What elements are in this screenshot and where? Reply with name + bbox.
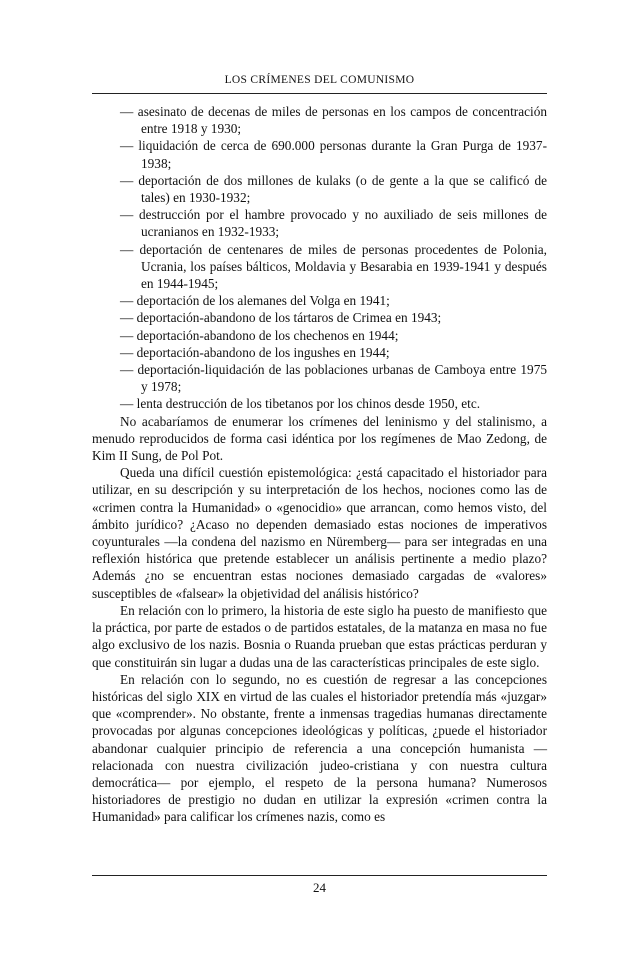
header-rule (92, 93, 547, 94)
list-item: — lenta destrucción de los tibetanos por los chinos desde 1950, etc. (120, 396, 481, 412)
list-item: — deportación-abandono de los chechenos en 1944; (120, 327, 399, 343)
list-item: — deportación-abandono de los tártaros de Crimea en 1943; (120, 310, 442, 326)
list-item: — deportación-liquidación de las poblaciones urbanas de Camboya entre 1975 y 1978; (120, 362, 547, 395)
page-number: 24 (313, 880, 326, 895)
paragraph-first-point: En relación con lo primero, la historia de este siglo ha puesto de manifiesto que la práctica, por parte de estados o de partidos estatales, de la matanza en masa no fue algo exclusivo de los nazis. Bosnia o Ruanda prueban que estas prácticas perduran y que constituirán sin lugar a dudas una de las características principales de este siglo. (92, 602, 547, 670)
running-header: LOS CRÍMENES DEL COMUNISMO (224, 74, 415, 86)
paragraph-epistemology: Queda una difícil cuestión epistemológica: ¿está capacitado el historiador para utilizar, en su descripción y su interpretación de los hechos, nociones como las de «crimen contra la Humanidad» o «genocidio» que arrancan, como hemos visto, del ámbito jurídico? ¿Acaso no dependen demasiado estas nociones de imperativos coyunturales —la condena del nazismo en Nüremberg— para ser integradas en una reflexión histórica que pretende establecer un análisis pertinente a medio plazo? Además ¿no se encuentran estas nociones demasiado cargadas de «valores» susceptibles de «falsear» la objetividad del análisis histórico? (92, 465, 547, 601)
list-item: — asesinato de decenas de miles de personas en los campos de concentración entre 1918 y 1930; (120, 104, 547, 137)
list-item: — deportación de los alemanes del Volga en 1941; (120, 293, 390, 309)
crimes-list (92, 103, 547, 413)
list-item: — deportación de dos millones de kulaks (o de gente a la que se calificó de tales) en 1930-1932; (120, 172, 547, 206)
paragraph-enumeration: No acabaríamos de enumerar los crímenes del leninismo y del stalinismo, a menudo reproducidos de forma casi idéntica por los regímenes de Mao Zedong, de Kim II Sung, de Pol Pot. (92, 413, 547, 464)
paragraph-second-point: En relación con lo segundo, no es cuestión de regresar a las concepciones históricas del siglo XIX en virtud de las cuales el historiador pretendía más «juzgar» que «comprender». No obstante, frente a inmensas tragedias humanas directamente provocadas por algunas concepciones ideológicas y políticas, ¿puede el historiador abandonar cualquier principio de referencia a una concepción humanista —relacionada con nuestra civilización judeo-cristiana y con nuestra cultura democrática— por ejemplo, el respeto de la persona humana? Numerosos historiadores de prestigio no dudan en utilizar la expresión «crimen contra la Humanidad» para calificar los crímenes nazis, como es (92, 671, 547, 825)
list-item: — destrucción por el hambre provocado y no auxiliado de seis millones de ucranianos en 1932-1933; (120, 207, 547, 240)
footer-rule (92, 875, 547, 876)
page-body (92, 103, 547, 826)
list-item: — liquidación de cerca de 690.000 personas durante la Gran Purga de 1937-1938; (120, 138, 547, 171)
list-item: — deportación-abandono de los ingushes en 1944; (120, 344, 390, 360)
list-item: — deportación de centenares de miles de personas procedentes de Polonia, Ucrania, los países bálticos, Moldavia y Besarabia en 1939-1941 y después en 1944-1945; (120, 241, 547, 292)
